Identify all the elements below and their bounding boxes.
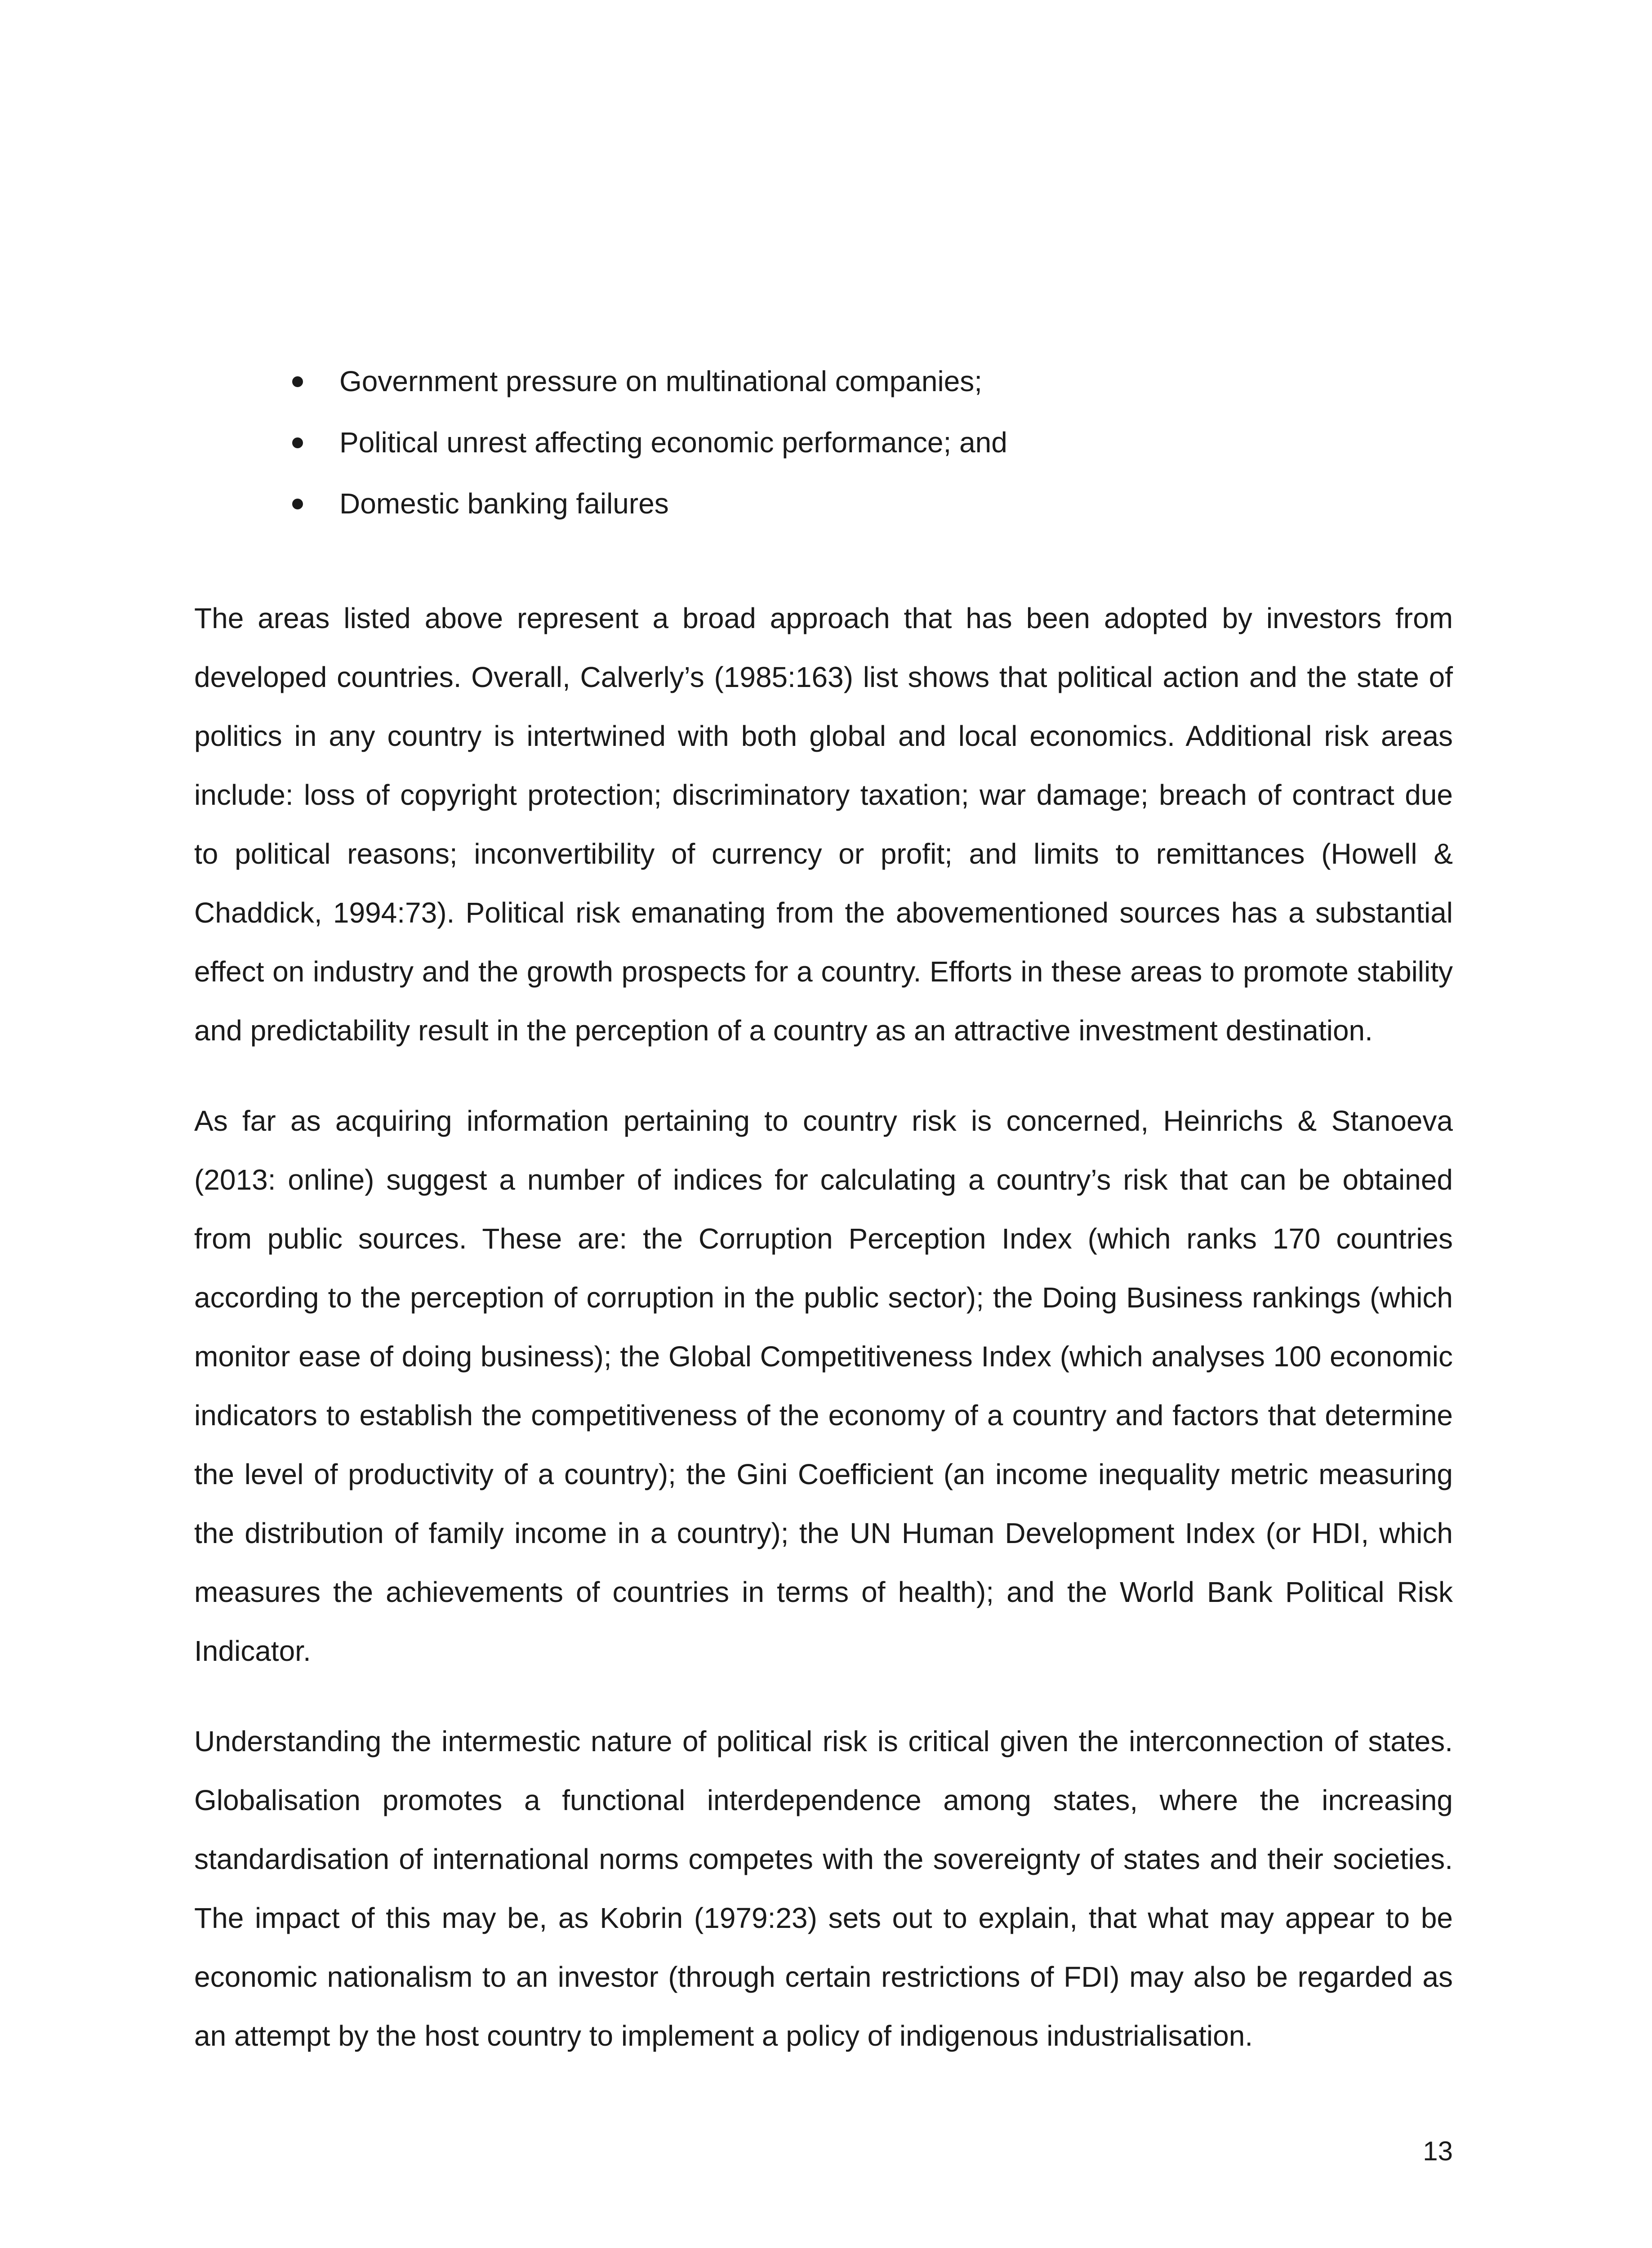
bullet-item [194,473,1453,534]
page-content [194,351,1453,2097]
paragraph-risk-indices: As far as acquiring information pertaining to country risk is concerned, Heinrichs & Stanoeva (2013: online) suggest a number of indices for calculating a country’s risk that can be obtained from public sources. These are: the Corruption Perception Index (which ranks 170 countries according to the perception of corruption in the public sector); the Doing Business rankings (which monitor ease of doing business); the Global Competitiveness Index (which analyses 100 economic indicators to establish the competitiveness of the economy of a country and factors that determine the level of productivity of a country); the Gini Coefficient (an income inequality metric measuring the distribution of family income in a country); the UN Human Development Index (or HDI, which measures the achievements of countries in terms of health); and the World Bank Political Risk Indicator. [194,1105,1453,1667]
bullet-text: Government pressure on multinational companies; [339,365,983,397]
bullet-item [194,351,1453,412]
page-number: 13 [1423,2136,1453,2166]
paragraph-intermestic-nature: Understanding the intermestic nature of political risk is critical given the interconnection of states. Globalisation promotes a functional interdependence among states, where the increasing standardisation of international norms competes with the sovereignty of states and their societies. The impact of this may be, as Kobrin (1979:23) sets out to explain, that what may appear to be economic nationalism to an investor (through certain restrictions of FDI) may also be regarded as an attempt by the host country to implement a policy of indigenous industrialisation. [194,1725,1453,2052]
bullet-icon [292,499,303,509]
paragraph-political-risk-areas: The areas listed above represent a broad approach that has been adopted by investors from developed countries. Overall, Calverly’s (1985:163) list shows that political action and the state of politics in any country is intertwined with both global and local economics. Additional risk areas include: loss of copyright protection; discriminatory taxation; war damage; breach of contract due to political reasons; inconvertibility of currency or profit; and limits to remittances (Howell & Chaddick, 1994:73). Political risk emanating from the abovementioned sources has a substantial effect on industry and the growth prospects for a country. Efforts in these areas to promote stability and predictability result in the perception of a country as an attractive investment destination. [194,602,1453,1047]
bullet-text: Domestic banking failures [339,487,669,520]
bullet-text: Political unrest affecting economic performance; and [339,426,1007,459]
bullet-icon [292,437,303,448]
bullet-item [194,412,1453,473]
bullet-icon [292,376,303,387]
bullet-list [194,351,1453,534]
